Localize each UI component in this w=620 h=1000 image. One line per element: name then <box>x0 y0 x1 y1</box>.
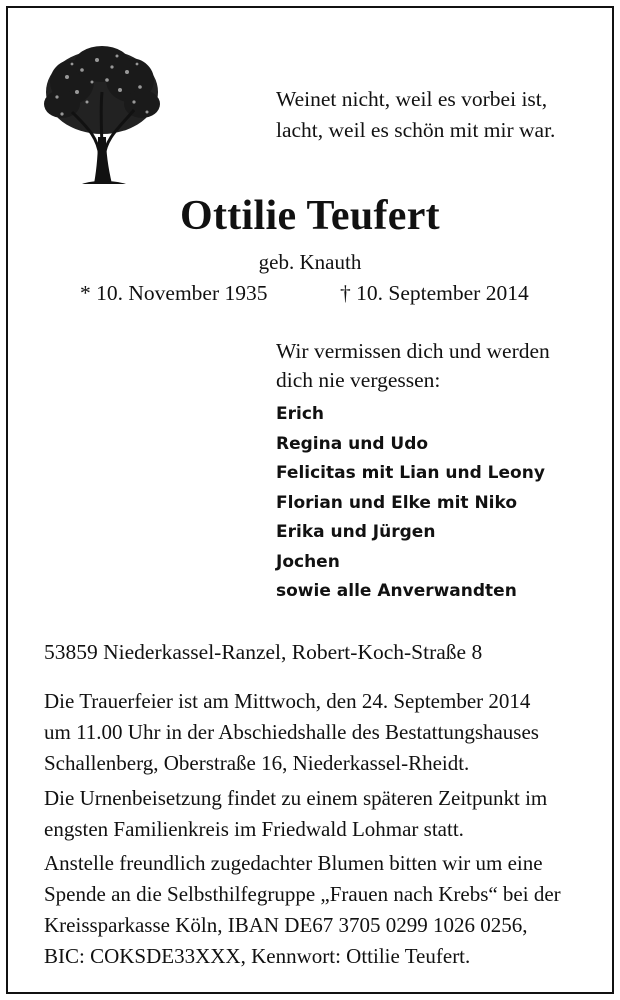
tree-icon <box>42 42 162 187</box>
death-date: † 10. September 2014 <box>340 281 529 305</box>
family-address: 53859 Niederkassel-Ranzel, Robert-Koch-Straße 8 <box>44 640 483 664</box>
text-line: Die Trauerfeier ist am Mittwoch, den 24. September 2014 <box>44 689 531 713</box>
deceased-name: Ottilie Teufert <box>180 193 440 239</box>
text-line: BIC: COKSDE33XXX, Kennwort: Ottilie Teufert. <box>44 944 471 968</box>
mourner-name: Erika und Jürgen <box>276 522 436 542</box>
mourner-name: Erich <box>276 404 325 424</box>
urn-burial-paragraph <box>44 783 578 845</box>
text-line: Kreissparkasse Köln, IBAN DE67 3705 0299 1026 0256, <box>44 913 528 937</box>
mourner-name: Florian und Elke mit Niko <box>276 492 518 513</box>
family-intro <box>276 337 550 395</box>
mourners-list <box>276 400 545 607</box>
intro-line: Wir vermissen dich und werden <box>276 339 550 363</box>
text-line: Schallenberg, Oberstraße 16, Niederkassel-Rheidt. <box>44 751 470 775</box>
text-line: Spende an die Selbsthilfegruppe „Frauen nach Krebs“ bei der <box>44 882 561 906</box>
mourner-name: Jochen <box>276 551 340 572</box>
mourner-name: sowie alle Anverwandten <box>276 581 517 601</box>
text-line: um 11.00 Uhr in der Abschiedshalle des Bestattungshauses <box>44 720 539 744</box>
text-line: engsten Familienkreis im Friedwald Lohmar statt. <box>44 817 464 841</box>
maiden-name: geb. Knauth <box>258 250 362 274</box>
birth-date: * 10. November 1935 <box>80 281 268 305</box>
motto-line: Weinet nicht, weil es vorbei ist, <box>276 87 548 111</box>
text-line: Anstelle freundlich zugedachter Blumen bitten wir um eine <box>44 851 543 875</box>
motto-line: lacht, weil es schön mit mir war. <box>276 118 556 142</box>
donation-paragraph <box>44 848 578 972</box>
intro-line: dich nie vergessen: <box>276 368 441 392</box>
funeral-paragraph <box>44 686 578 779</box>
mourner-name: Felicitas mit Lian und Leony <box>276 463 545 483</box>
text-line: Die Urnenbeisetzung findet zu einem späteren Zeitpunkt im <box>44 786 548 810</box>
mourner-name: Regina und Udo <box>276 433 429 454</box>
motto-quote <box>276 84 555 146</box>
